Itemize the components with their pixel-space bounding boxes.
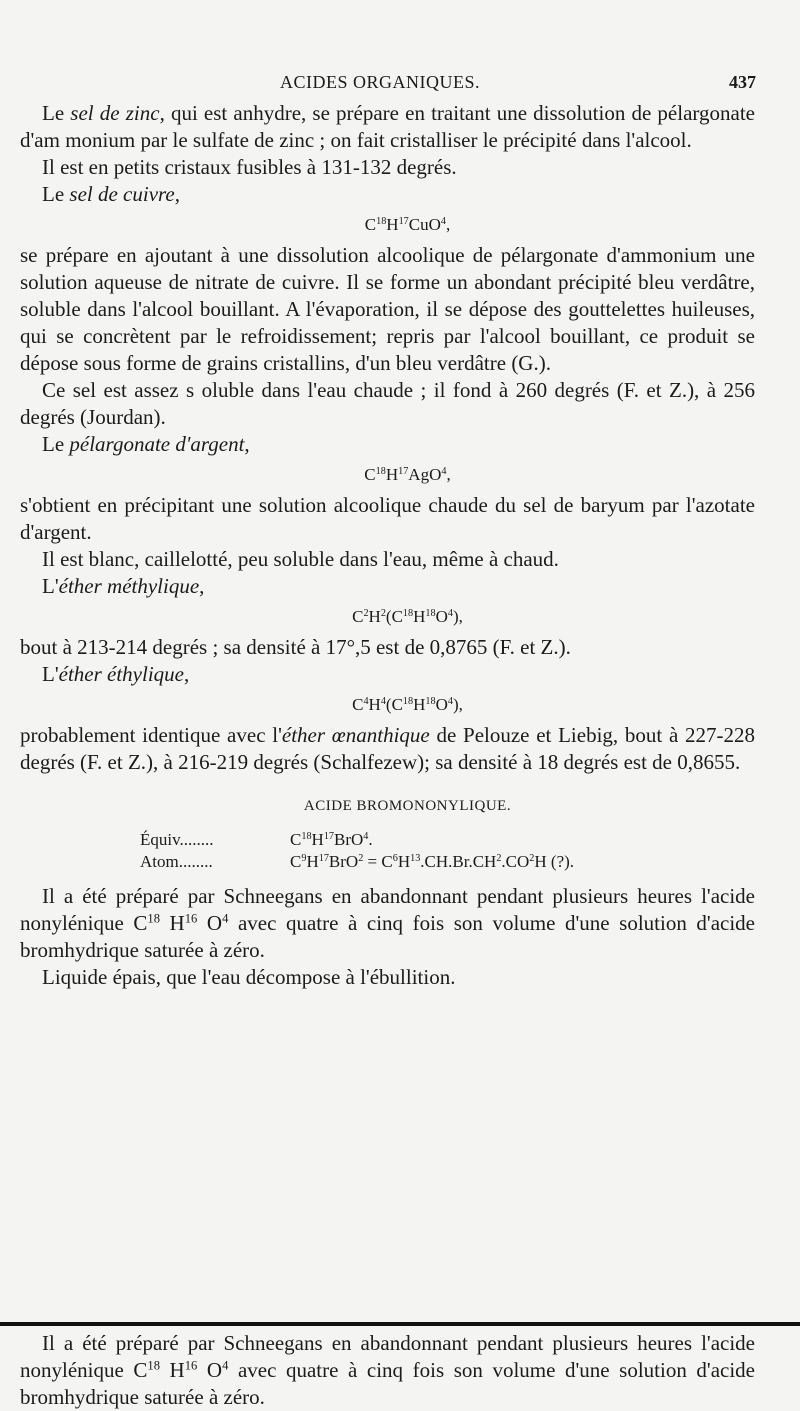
paragraph-silver-properties: Il est blanc, caillelotté, peu soluble dans l'eau, même à chaud. [42, 547, 559, 571]
paragraph-silver-preparation: s'obtient en précipitant une solution alcoolique chaude du sel de baryum par l'azotate d'argent. [20, 493, 755, 544]
paragraph-ethyl-ether-intro: L'éther éthylique, [42, 662, 190, 686]
paragraph-methyl-ether-properties: bout à 213-214 degrés ; sa densité à 17°,5 est de 0,8765 (F. et Z.). [20, 635, 571, 659]
formula-table [140, 829, 755, 873]
formula-silver-salt: $C^{18}H^{17}AgO^4$, [364, 465, 451, 484]
atom-formula: $C^9H^{17}BrO^2 = C^6H^{13}.CH.Br.CH^2.CO^2H$ (?). [290, 852, 575, 871]
running-title: ACIDES ORGANIQUES. [279, 72, 480, 92]
formula-copper-salt: $C^{18}H^{17}CuO^4$, [364, 215, 451, 234]
paragraph-bromononylic-properties: Liquide épais, que l'eau décompose à l'ébullition. [42, 965, 456, 989]
paragraph-copper-preparation: se prépare en ajoutant à une dissolution alcoolique de pélargonate d'ammonium une solution aqueuse de nitrate de cuivre. Il se forme un abondant précipité bleu verdâtre, soluble dans l'alcool bouillant. A l'évaporation, il se dépose des gouttelettes huileuses, qui se concrètent par le refroidissement; repris par l'alcool bouillant, ce produit se dépose sous forme de grains cristallins, d'un bleu verdâtre (G.). [20, 243, 755, 375]
page-body [20, 100, 755, 991]
formula-methyl-ether: $C^2H^2(C^{18}H^{18}O^4)$, [352, 607, 463, 626]
paragraph-solubility: Ce sel est assez s oluble dans l'eau chaude ; il fond à 260 degrés (F. et Z.), à 256 degrés (Jourdan). [20, 378, 755, 429]
equiv-formula: $C^{18}H^{17}BrO^4$. [290, 830, 373, 849]
paragraph-copper-salt-intro: Le sel de cuivre, [42, 182, 180, 206]
section-heading: ACIDE BROMONONYLIQUE. [303, 798, 512, 814]
page-number: 437 [729, 72, 756, 92]
equiv-label: Équiv........ [140, 830, 214, 849]
atom-label: Atom........ [140, 852, 213, 871]
paragraph-crystals: Il est en petits cristaux fusibles à 131-132 degrés. [42, 155, 457, 179]
paragraph-silver-intro: Le pélargonate d'argent, [42, 432, 250, 456]
repeated-excerpt [20, 1330, 755, 1411]
formula-ethyl-ether: $C^4H^4(C^{18}H^{18}O^4)$, [352, 695, 463, 714]
running-header [0, 72, 800, 100]
paragraph-ethyl-ether-properties: probablement identique avec l'éther œnanthique de Pelouze et Liebig, bout à 227-228 degrés (F. et Z.), à 216-219 degrés (Schalfezew); sa densité à 18 degrés est de 0,8655. [20, 723, 755, 774]
crop-divider [0, 1322, 800, 1326]
paragraph-methyl-ether-intro: L'éther méthylique, [42, 574, 205, 598]
paragraph-zinc-salt: Le sel de zinc, qui est anhydre, se prépare en traitant une dissolution de pélargonate d'am monium par le sulfate de zinc ; on fait cristalliser le précipité dans l'alcool. [20, 101, 755, 152]
atom-row [140, 851, 755, 873]
equiv-row [140, 829, 755, 851]
paragraph-bromononylic-preparation: Il a été préparé par Schneegans en abandonnant pendant plusieurs heures l'acide nonylénique $C^{18}$ $H^{16}$ $O^4$ avec quatre à cinq fois son volume d'une solution d'acide bromhydrique saturée à zéro. [20, 884, 756, 962]
paragraph-repeated: Il a été préparé par Schneegans en abandonnant pendant plusieurs heures l'acide nonylénique $C^{18}$ $H^{16}$ $O^4$ avec quatre à cinq fois son volume d'une solution d'acide bromhydrique saturée à zéro. [20, 1331, 756, 1409]
